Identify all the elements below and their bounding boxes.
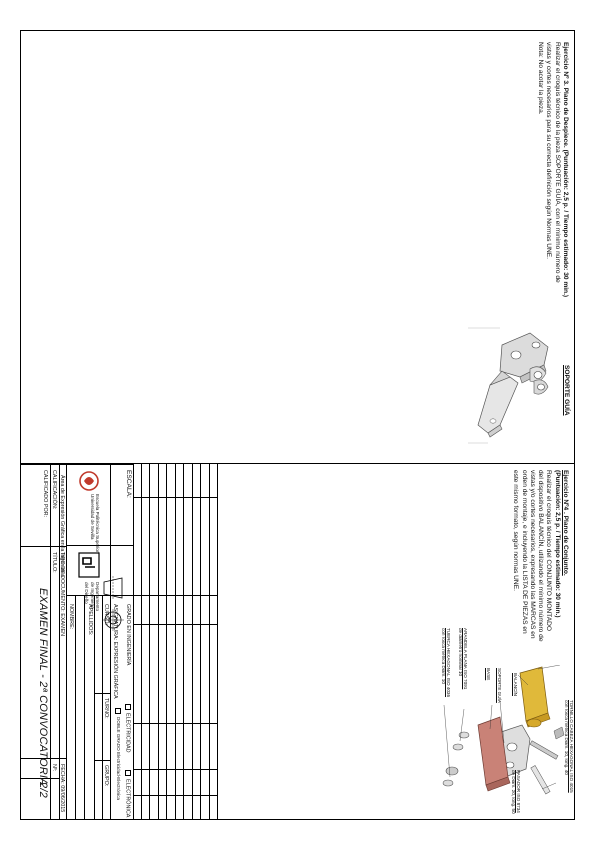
callout-soporte-guia: SOPORTE GUÍA — [497, 668, 502, 703]
callout-pasador-title: PASADOR ISO 8734 — [516, 770, 521, 813]
callout-arandela-sub: de diámetro nominal 10 — [457, 628, 463, 677]
ex4-line-2: del dispositivo BALANCÍN, utilizando el mínimo número de — [537, 470, 545, 642]
apellidos-label: APELLIDOS: — [87, 604, 93, 636]
department-name-line-1: Departamento — [95, 582, 100, 612]
escala-label: ESCALA: — [125, 470, 132, 498]
tipo-documento-label: TIPO DE DOCUMENTO: EXAMEN — [59, 552, 65, 637]
ex4-subheading: (Puntuación: 2,5 p. / Tiempo estimado: 30 min.) — [553, 470, 561, 618]
calificacion-label: CALIFICACIÓN: — [51, 470, 57, 510]
department-logo — [76, 550, 102, 580]
option-electronica[interactable] — [124, 770, 131, 817]
callout-tornillo-sub: con rosca métrica Diám. 10, long. 40 — [563, 700, 569, 775]
callout-pasador — [510, 770, 521, 814]
school-logo — [78, 470, 100, 492]
school-name-line-2: Universidad de Sevilla — [89, 494, 95, 540]
school-name-line-1: Escuela Politécnica Superior — [95, 494, 100, 553]
callout-tornillo — [563, 700, 574, 793]
ex4-line-4: orden de montaje, e incluyendo la LISTA DE PIEZAS en — [520, 470, 528, 634]
option-electricidad-label: ELECTRICIDAD — [124, 713, 131, 753]
turno-label: TURNO: — [103, 698, 109, 719]
titulo-label: TÍTULO: — [51, 552, 57, 573]
soporte-guia-label: SOPORTE GUÍA — [563, 365, 570, 416]
ex3-line-3: Nota: No acotar la pieza. — [537, 42, 545, 115]
ex4-text-block — [511, 470, 569, 642]
callout-base: BASE — [486, 668, 491, 681]
callout-tuerca — [440, 628, 451, 697]
checkbox-electricidad[interactable] — [125, 704, 131, 710]
ex3-heading: Ejercicio Nº 3. Plano de Despiece. (Puntuación: 2,5 p. / Tiempo estimado: 30 min.) — [562, 42, 569, 298]
department-name-line-3: del Diseño — [84, 582, 90, 604]
ex3-line-1: Realizar el croquis técnico de la pieza SOPORTE GUÍA, con el mínimo número de — [553, 42, 561, 283]
exam-title: EXAMEN FINAL - 2ª CONVOCATORIA — [37, 588, 49, 786]
ex4-heading: Ejercicio Nº4 . Plano de Conjunto. — [562, 470, 569, 576]
calificado-por-label: CALIFICADO POR: — [42, 470, 48, 518]
option-electricidad[interactable] — [124, 704, 131, 753]
soporte-guia-drawing — [460, 325, 570, 445]
callout-arandela — [457, 628, 468, 689]
asignatura-label: ASIGNATURA: EXPRESIÓN GRÁFICA — [112, 604, 118, 699]
department-name — [84, 582, 100, 611]
numero-label: Nº: — [51, 764, 57, 772]
callout-balancin: BALANCÍN — [513, 673, 518, 696]
ex4-line-5: este mismo formato, según normas UNE. — [512, 470, 520, 591]
callout-pasador-sub: de Diám. 20, long. 50 — [510, 770, 516, 814]
ex4-line-3: vistas y/o cortes necesarios, expresando las MARCAS en — [528, 470, 536, 639]
option-doble[interactable] — [115, 708, 121, 800]
callout-tuerca-sub: con rosca métrica Diám. 10 — [440, 628, 446, 684]
grado-label: GRADO EN INGENIERÍA — [125, 604, 131, 666]
option-doble-label: DOBLE GRADO Electricidad-Electrónica — [115, 717, 121, 800]
grupo-label: GRUPO: — [103, 765, 109, 787]
department-name-line-2: de Ingeniería — [89, 582, 95, 609]
area-label: Área de Expresión Gráfica en la Ingeniería — [59, 475, 65, 577]
ex3-text-block — [536, 42, 569, 297]
callout-tuerca-title: TUERCA HEXAGONAL ISO 4036 — [446, 628, 451, 698]
option-electronica-label: ELECTRÓNICA — [124, 779, 131, 818]
checkbox-doble-grado[interactable] — [115, 708, 121, 714]
page-count: 2/2 — [37, 782, 49, 798]
ex4-line-1: Realizar el croquis técnico del CONJUNTO MONTADO — [545, 470, 553, 631]
callout-arandela-title: ARANDELA PLANA ISO 7091 — [463, 628, 468, 690]
curso-label: CURSO: — [103, 604, 109, 625]
fecha-label: FECHA: 09/06/2015 — [59, 764, 65, 813]
nombre-label: NOMBRE: — [68, 604, 74, 630]
checkbox-electronica[interactable] — [125, 770, 131, 776]
school-name — [89, 494, 100, 552]
callout-tornillo-title: TORNILLO CABEZA HEXAGONAL ISO 4015 — [569, 700, 574, 793]
ex3-line-2: vistas y cortes necesarios para su correcta definición según Normas UNE. — [545, 42, 553, 259]
